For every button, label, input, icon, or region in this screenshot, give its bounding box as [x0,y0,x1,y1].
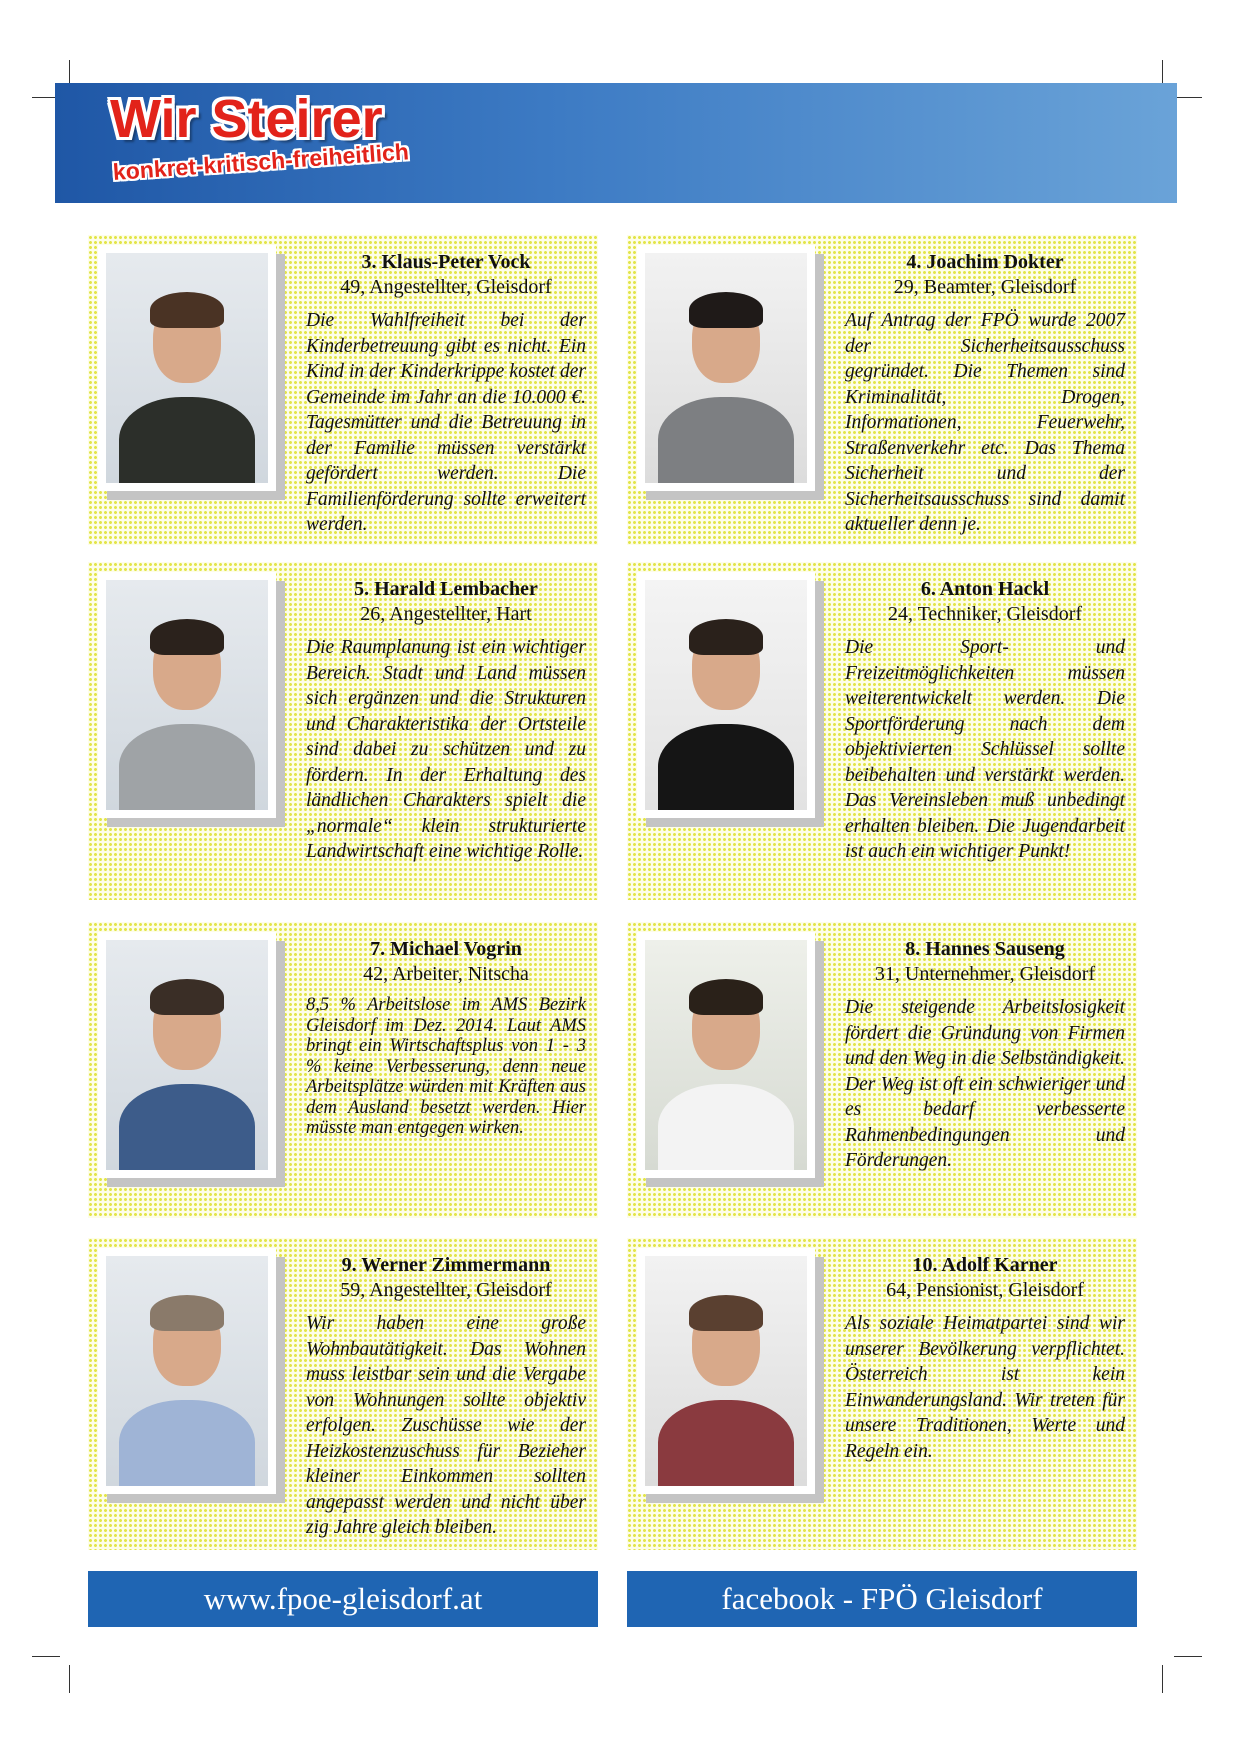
candidate-photo [98,572,276,818]
brand-logo-tagline: konkret-kritisch-freiheitlich [112,138,410,185]
website-link[interactable]: www.fpoe-gleisdorf.at [88,1571,598,1627]
candidate-name: 7. Michael Vogrin [370,938,522,960]
candidate-name: 5. Harald Lembacher [354,578,538,600]
candidate-photo [637,245,815,491]
candidate-statement: Die Sport- und Freizeitmöglichkeiten müssen weiterentwickelt werden. Die Sportförderung nach dem objektivierten Schlüssel sollte beibehalten und verstärkt werden. Das Vereinsleben muß unbedingt erhalten bleiben. Die Jugendarbeit ist auch ein wichtiger Punkt! [845,637,1125,862]
candidate-card [627,235,1137,545]
candidate-card [627,1238,1137,1550]
candidate-statement: 8,5 % Arbeitslose im AMS Bezirk Gleisdorf im Dez. 2014. Laut AMS bringt ein Wirtschaftsplus von 1 - 3 % keine Verbesserung, denn neue Arbeitsplätze würden mit Kräften aus dem Ausland besetzt werden. Hier müsste man entgegen wirken. [306,995,586,1138]
candidate-name: 9. Werner Zimmermann [341,1254,551,1276]
candidate-photo [637,932,815,1178]
candidate-meta: 49, Angestellter, Gleisdorf [340,276,552,298]
candidate-statement: Die Raumplanung ist ein wichtiger Bereich. Stadt und Land müssen sich ergänzen und die Strukturen und Charakteristika der Ortsteile sind dabei zu schützen und zu fördern. In der Erhaltung des ländlichen Charakters spielt die „normale“ klein strukturierte Landwirtschaft eine wichtige Rolle. [306,637,586,862]
candidate-name: 10. Adolf Karner [912,1254,1058,1276]
candidate-photo [98,1248,276,1494]
page-header [55,83,1177,203]
brand-logo-title: Wir Steirer [110,89,383,149]
candidate-photo [637,1248,815,1494]
candidate-statement: Auf Antrag der FPÖ wurde 2007 der Sicherheitsausschuss gegründet. Die Themen sind Kriminalität, Drogen, Informationen, Feuerwehr, Straßenverkehr etc. Das Thema Sicherheit und der Sicherheitsausschuss sind damit aktueller denn je. [845,310,1125,535]
candidate-statement: Die Wahlfreiheit bei der Kinderbetreuung gibt es nicht. Ein Kind in der Kinderkrippe kostet der Gemeinde im Jahr an die 10.000 €. Tagesmütter und die Betreuung in der Familie müssen verstärkt gefördert werden. Die Familienförderung sollte erweitert werden. [306,310,586,535]
candidate-meta: 59, Angestellter, Gleisdorf [340,1279,552,1301]
candidate-meta: 26, Angestellter, Hart [360,603,532,625]
candidate-card [88,562,598,900]
candidate-statement: Als soziale Heimatpartei sind wir unserer Bevölkerung verpflichtet. Österreich ist kein Einwanderungsland. Wir treten für unsere Traditionen, Werte und Regeln ein. [845,1313,1125,1462]
facebook-link[interactable]: facebook - FPÖ Gleisdorf [627,1571,1137,1627]
candidate-meta: 29, Beamter, Gleisdorf [893,276,1077,298]
candidate-card [627,562,1137,900]
candidate-name: 3. Klaus-Peter Vock [361,251,531,273]
candidate-meta: 31, Unternehmer, Gleisdorf [874,963,1096,985]
candidate-statement: Die steigende Arbeitslosigkeit fördert die Gründung von Firmen und den Weg in die Selbständigkeit. Der Weg ist oft ein schwieriger und es bedarf verbesserte Rahmenbedingungen und Förderungen. [845,997,1125,1171]
candidate-card [88,235,598,545]
crop-mark [1174,97,1202,98]
candidate-meta: 24, Techniker, Gleisdorf [887,603,1083,625]
candidate-card [627,922,1137,1218]
candidate-statement: Wir haben eine große Wohnbautätigkeit. Das Wohnen muss leistbar sein und die Vergabe von Wohnungen sollte objektiv erfolgen. Zuschüsse wie der Heizkostenzuschuss für Bezieher kleiner Einkommen sollten angepasst werden und nicht über zig Jahre gleich bleiben. [306,1313,586,1538]
crop-mark [69,1665,70,1693]
candidate-meta: 42, Arbeiter, Nitscha [363,963,529,985]
crop-mark [1174,1656,1202,1657]
candidate-name: 4. Joachim Dokter [906,251,1064,273]
candidate-photo [98,932,276,1178]
crop-mark [32,1656,60,1657]
crop-mark [1162,1665,1163,1693]
candidate-name: 6. Anton Hackl [920,578,1050,600]
candidate-meta: 64, Pensionist, Gleisdorf [886,1279,1084,1301]
candidate-card [88,1238,598,1550]
candidate-name: 8. Hannes Sauseng [905,938,1065,960]
candidate-photo [637,572,815,818]
candidate-card [88,922,598,1218]
candidate-photo [98,245,276,491]
